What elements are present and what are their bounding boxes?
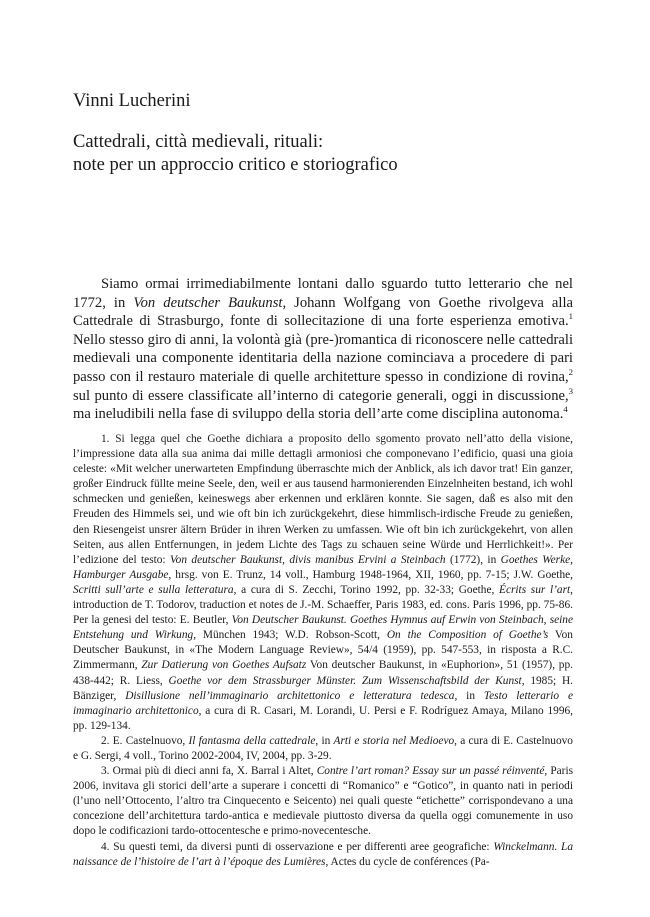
footnote-2	[73, 734, 573, 764]
footnote-text: Von Deutscher Baukunst, in «The Modern Language Review», 54/4 (1959), pp. 547-553, in risposta a R.C. Zimmermann,	[73, 629, 573, 672]
footnote-text: Von deutscher Baukunst, in «Euphorion», 51 (1957), pp. 438-442; R. Liess,	[73, 659, 573, 687]
body-paragraph	[73, 275, 573, 424]
footnote-text: 4. Su questi temi, da diversi punti di osservazione e per differenti aree geografiche:	[101, 840, 494, 853]
body-text-part: Nello stesso giro di anni, la volontà già (pre-)romantica di riconoscere nelle cattedrali medievali una componente identitaria della nazione cominciava a procedere di pari passo con il restauro materiale di quelle architetture spesso in condizione di rovina,	[73, 331, 573, 385]
footnote-citation-title: Von deutscher Baukunst, divis manibus Ervini a Steinbach	[169, 553, 446, 566]
title-line-1: Cattedrali, città medievali, rituali:	[73, 132, 324, 152]
footnote-text: 1. Si legga quel che Goethe dichiara a proposito dello sgomento provato nell’atto della visione, l’impressione data alla sua anima dai mille dettagli armoniosi che componevano l’edificio, quasi una gioia celeste: «Mit welcher unerwarteten Empfindung überraschte mich der Anblick, als ich davor trat! Ein ganzer, großer Eindruck füllte meine Seele, den, weil er aus tausend harmonierenden Einzelnheiten bestand, ich wohl schmecken und genießen, keineswegs aber erkennen und erklären konnte. Sie sagen, daß es also mit den Freuden des Himmels sei, und wie oft bin ich zurückgekehrt, diese himmlisch-irdische Freude zu genießen, den Riesengeist unsrer ältern Brüder in ihren Werken zu umfassen. Wie oft bin ich zurückgekehrt, von allen Seiten, aus allen Entfernungen, in jedem Lichte des Tags zu schauen seine Würde und Herrlichkeit!». Per l’edizione del testo:	[73, 433, 573, 566]
footnote-ref-4[interactable]: 4	[563, 404, 568, 415]
footnote-text: , in	[315, 734, 334, 747]
footnote-text: , Actes du cycle de conférences (Pa-	[325, 855, 490, 868]
footnote-text: 3. Ormai più di dieci anni fa, X. Barral i Altet,	[101, 765, 317, 778]
body-text-part: ma ineludibili nella fase di sviluppo della storia dell’arte come disciplina autonoma.	[73, 406, 564, 423]
body-text-part: Siamo ormai irrimediabilmente lontani dallo sguardo tutto letterario che nel 1772, in	[73, 276, 573, 311]
footnote-text: , München 1943; W.D. Robson-Scott,	[193, 629, 387, 642]
article-title	[73, 131, 593, 177]
footnote-text: 2. E. Castelnuovo,	[101, 734, 189, 747]
footnote-text: , in	[454, 689, 484, 702]
footnote-ref-3[interactable]: 3	[568, 385, 573, 396]
footnote-citation-title: Winckelmann. La naissance de l’histoire de l’art à l’époque des Lumières	[73, 840, 573, 868]
title-line-2: note per un approccio critico e storiografico	[73, 155, 398, 175]
footnote-text: , a cura di S. Zecchi, Torino 1992, pp. 32-33; Goethe,	[233, 583, 500, 596]
footnote-3	[73, 764, 573, 839]
footnote-ref-1[interactable]: 1	[568, 311, 573, 322]
footnote-4	[73, 840, 573, 870]
footnote-citation-title: Goethes Werke, Hamburger Ausgabe,	[73, 553, 573, 581]
footnotes-section	[73, 432, 573, 870]
footnote-text: , a cura di R. Casari, M. Lorandi, U. Persi e F. Rodríguez Amaya, Milano 1996, pp. 129-134.	[73, 704, 573, 732]
footnote-citation-title: On the Composition of Goethe’s	[386, 629, 549, 642]
body-text-part: , Johann Wolfgang von Goethe rivolgeva alla Cattedrale di Strasburgo, fonte di sollecitazione di una forte esperienza emotiva.	[73, 294, 573, 330]
author-name: Vinni Lucherini	[73, 91, 191, 111]
footnote-citation-title: Contre l’art roman? Essay sur un passé réinventé	[316, 765, 545, 778]
footnote-citation-title: Testo letterario e immaginario architettonico	[73, 689, 573, 717]
footnote-text: hrsg. von E. Trunz, 14 voll., Hamburg 1948-1964, XII, 1960, pp. 7-15; J.W. Goethe,	[171, 568, 573, 581]
footnote-text: , introduction de T. Todorov, traduction et notes de J.-M. Schaeffer, Paris 1983, ed. cons. Paris 1996, pp. 75-86. Per la genesi del testo: E. Beutler,	[73, 583, 574, 627]
footnote-text: (1772), in	[445, 553, 501, 566]
footnote-text: , Paris 2006, invitava gli storici dell’arte a superare i concetti di “Romanico” e “Gotico”, in quanto nati in periodi (l’uno nell’Ottocento, l’altro tra Cinquecento e Seicento) nei quali queste “etichette” corrispondevano a una concezione dell’architettura tardo-antica e medievale piuttosto diversa da quella oggi comunemente in uso dopo le codificazioni tardo-ottocentesche e primo-novecentesche.	[73, 765, 574, 838]
footnote-text: , a cura di E. Castelnuovo e G. Sergi, 4 voll., Torino 2002-2004, IV, 2004, pp. 3-29.	[73, 734, 573, 762]
footnote-citation-title: Écrits sur l’art	[499, 583, 571, 596]
footnote-citation-title: Disillusione nell’immaginario architettonico e letteratura tedesca	[125, 689, 455, 702]
footnote-text: , 1985; H. Bänziger,	[73, 674, 573, 702]
footnote-citation-title: Il fantasma della cattedrale	[188, 734, 316, 747]
body-text-part: sul punto di essere classificate all’interno di categorie generali, oggi in discussione,	[73, 387, 569, 404]
footnote-citation-title: Zur Datierung von Goethes Aufsatz	[141, 659, 307, 672]
footnote-citation-title: Arti e storia nel Medioevo	[333, 734, 455, 747]
footnote-citation-title: Goethe vor dem Strassburger Münster. Zum Wissenschaftsbild der Kunst	[168, 674, 522, 687]
footnote-ref-2[interactable]: 2	[568, 367, 573, 378]
footnote-citation-title: Scritti sull’arte e sulla letteratura	[73, 583, 234, 596]
footnote-1	[73, 432, 573, 734]
footnote-citation-title: Von Deutscher Baukunst. Goethes Hymnus auf Erwin von Steinbach, seine Entstehung und Wirkung	[73, 614, 574, 642]
body-work-title: Von deutscher Baukunst	[133, 294, 283, 311]
